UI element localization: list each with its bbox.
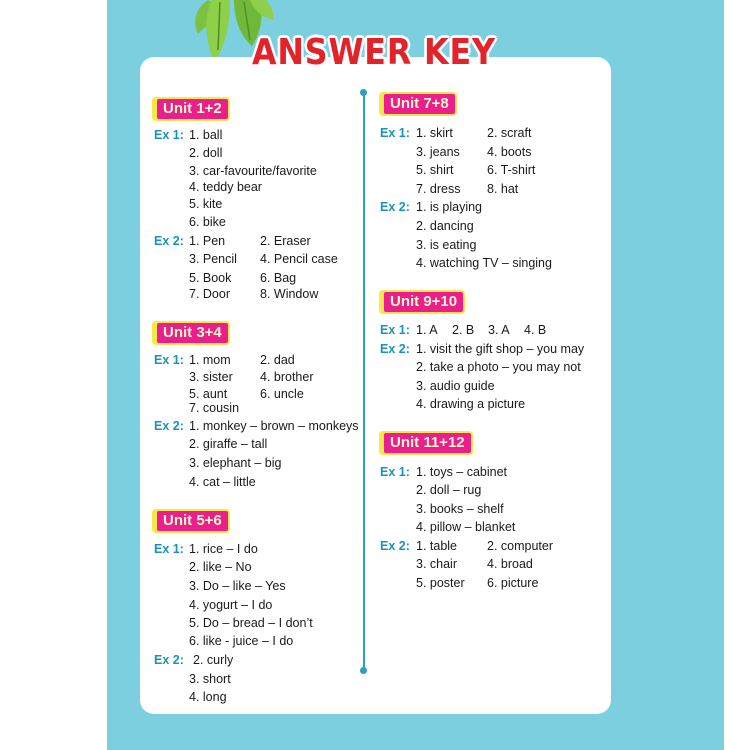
answer-item: 4. B	[524, 323, 547, 337]
unit-3-4-badge: Unit 3+4	[155, 321, 230, 345]
answer-item: 2. doll	[189, 146, 223, 160]
answer-item: 4. yogurt – I do	[189, 598, 273, 612]
answer-item: 1. mom	[189, 353, 231, 367]
answer-item: 1. toys – cabinet	[416, 465, 508, 479]
divider-top-dot	[360, 89, 367, 96]
answer-item: 2. scraft	[487, 126, 532, 140]
answer-item: 1. A	[416, 323, 438, 337]
answer-item: 4. boots	[487, 145, 532, 159]
answer-item: 4. cat – little	[189, 475, 256, 489]
answer-item: 7. dress	[416, 182, 461, 196]
answer-item: 6. Bag	[260, 271, 297, 285]
answer-item: 5. poster	[416, 576, 465, 590]
answer-item: 3. short	[189, 672, 231, 686]
answer-item: 1. table	[416, 539, 458, 553]
unit-11-12-badge: Unit 11+12	[382, 431, 473, 455]
answer-item: 1. visit the gift shop – you may	[416, 342, 585, 356]
unit-7-8-ex1-label: Ex 1:	[380, 126, 410, 140]
answer-item: 3. Do – like – Yes	[189, 579, 286, 593]
unit-1-2-badge: Unit 1+2	[155, 97, 230, 121]
unit-1-2-ex2-label: Ex 2:	[154, 234, 184, 248]
answer-item: 1. monkey – brown – monkeys	[189, 419, 359, 433]
answer-item: 3. sister	[189, 370, 233, 384]
unit-9-10-badge: Unit 9+10	[382, 290, 465, 314]
answer-item: 4. teddy bear	[189, 180, 262, 194]
answer-item: 5. kite	[189, 197, 223, 211]
unit-5-6-ex2-label: Ex 2:	[154, 653, 184, 667]
answer-item: 1. ball	[189, 128, 223, 142]
unit-1-2-ex1-label: Ex 1:	[154, 128, 184, 142]
unit-3-4-ex2-label: Ex 2:	[154, 419, 184, 433]
answer-item: 3. chair	[416, 557, 457, 571]
answer-item: 4. long	[189, 690, 227, 704]
answer-item: 4. drawing a picture	[416, 397, 526, 411]
unit-3-4-ex1-label: Ex 1:	[154, 353, 184, 367]
unit-11-12-ex1-label: Ex 1:	[380, 465, 410, 479]
unit-7-8-badge: Unit 7+8	[382, 92, 457, 116]
answer-item: 2. B	[452, 323, 475, 337]
unit-7-8-ex2-label: Ex 2:	[380, 200, 410, 214]
column-divider	[363, 92, 365, 670]
answer-item: 2. dad	[260, 353, 295, 367]
answer-item: 3. books – shelf	[416, 502, 504, 516]
unit-11-12-ex2-label: Ex 2:	[380, 539, 410, 553]
divider-bottom-dot	[360, 667, 367, 674]
answer-item: 1. rice – I do	[189, 542, 258, 556]
answer-item: 4. watching TV – singing	[416, 256, 552, 270]
answer-item: 1. Pen	[189, 234, 226, 248]
answer-item: 3. is eating	[416, 238, 477, 252]
answer-item: 6. picture	[487, 576, 539, 590]
answer-item: 3. elephant – big	[189, 456, 282, 470]
unit-5-6-badge: Unit 5+6	[155, 509, 230, 533]
answer-item: 3. car-favourite/favorite	[189, 164, 317, 178]
answer-item: 7. Door	[189, 287, 230, 301]
answer-item: 6. bike	[189, 215, 226, 229]
answer-item: 4. brother	[260, 370, 314, 384]
answer-item: 5. aunt	[189, 387, 228, 401]
answer-item: 5. shirt	[416, 163, 454, 177]
answer-item: 3. audio guide	[416, 379, 495, 393]
answer-item: 2. Eraser	[260, 234, 311, 248]
answer-item: 1. skirt	[416, 126, 453, 140]
answer-item: 2. curly	[193, 653, 234, 667]
answer-item: 2. dancing	[416, 219, 474, 233]
page-title: ANSWER KEY	[252, 32, 496, 73]
answer-item: 6. like - juice – I do	[189, 634, 294, 648]
answer-item: 5. Do – bread – I don’t	[189, 616, 313, 630]
answer-item: 2. take a photo – you may not	[416, 360, 581, 374]
answer-item: 7. cousin	[189, 401, 240, 415]
answer-item: 8. hat	[487, 182, 519, 196]
answer-item: 4. pillow – blanket	[416, 520, 516, 534]
answer-item: 3. jeans	[416, 145, 460, 159]
answer-item: 5. Book	[189, 271, 232, 285]
answer-item: 3. Pencil	[189, 252, 237, 266]
answer-item: 2. giraffe – tall	[189, 437, 268, 451]
answer-item: 2. like – No	[189, 560, 252, 574]
answer-item: 8. Window	[260, 287, 319, 301]
answer-item: 2. computer	[487, 539, 554, 553]
answer-item: 1. is playing	[416, 200, 483, 214]
unit-9-10-ex2-label: Ex 2:	[380, 342, 410, 356]
unit-9-10-ex1-label: Ex 1:	[380, 323, 410, 337]
answer-item: 3. A	[488, 323, 510, 337]
answer-item: 6. uncle	[260, 387, 304, 401]
answer-item: 4. Pencil case	[260, 252, 338, 266]
unit-5-6-ex1-label: Ex 1:	[154, 542, 184, 556]
answer-item: 6. T-shirt	[487, 163, 536, 177]
answer-item: 4. broad	[487, 557, 533, 571]
answer-item: 2. doll – rug	[416, 483, 482, 497]
